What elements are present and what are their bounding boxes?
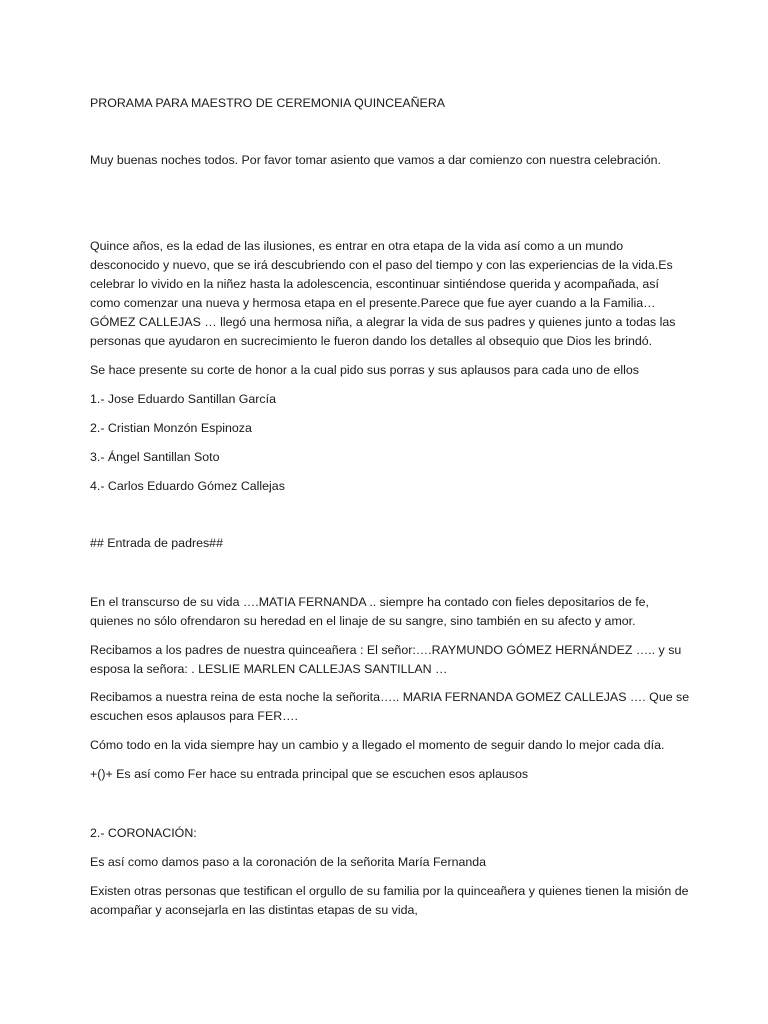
section-heading-coronation: 2.- CORONACIÓN:	[90, 826, 197, 840]
court-list-item: 4.- Carlos Eduardo Gómez Callejas	[90, 479, 285, 493]
court-intro-paragraph: Se hace presente su corte de honor a la cual pido sus porras y sus aplausos para cada uno de ellos	[90, 363, 639, 377]
intro-paragraph: Quince años, es la edad de las ilusiones, es entrar en otra etapa de la vida así como a un mundo desconocido y nuevo, que se irá descubriendo con el paso del tiempo y con las experiencias de la vida.Es celebrar lo vivido en la niñez hasta la adolescencia, escontinuar sintiéndose querida y acompañada, así como comenzar una nueva y hermosa etapa en el presente.Parece que fue ayer cuando a la Familia… GÓMEZ CALLEJAS … llegó una hermosa niña, a alegrar la vida de sus padres y quienes junto a todas las personas que ayudaron en sucrecimiento le fueron dando los detalles al obsequio que Dios les brindó.	[90, 239, 676, 348]
court-list-item: 3.- Ángel Santillan Soto	[90, 450, 220, 464]
parents-paragraph: En el transcurso de su vida ….MATIA FERNANDA .. siempre ha contado con fieles depositarios de fe, quienes no sólo ofrendaron su heredad en el linaje de su sangre, sino también en su afecto y amor.	[90, 595, 649, 628]
change-paragraph: Cómo todo en la vida siempre hay un cambio y a llegado el momento de seguir dando lo mejor cada día.	[90, 738, 665, 752]
court-list-item: 1.- Jose Eduardo Santillan García	[90, 392, 276, 406]
entrance-paragraph: +()+ Es así como Fer hace su entrada principal que se escuchen esos aplausos	[90, 767, 529, 781]
pride-paragraph: Existen otras personas que testifican el orgullo de su familia por la quinceañera y quienes tienen la misión de acompañar y aconsejarla en las distintas etapas de su vida,	[90, 884, 689, 917]
court-list-item: 2.- Cristian Monzón Espinoza	[90, 421, 252, 435]
section-heading-parents: ## Entrada de padres##	[90, 536, 223, 550]
parents-welcome-paragraph: Recibamos a los padres de nuestra quinceañera : El señor:….RAYMUNDO GÓMEZ HERNÁNDEZ ….. y su esposa la señora: . LESLIE MARLEN CALLEJAS SANTILLAN …	[90, 643, 682, 676]
coronation-paragraph: Es así como damos paso a la coronación de la señorita María Fernanda	[90, 855, 487, 869]
queen-welcome-paragraph: Recibamos a nuestra reina de esta noche la señorita….. MARIA FERNANDA GOMEZ CALLEJAS …. Que se escuchen esos aplausos para FER….	[90, 690, 690, 723]
greeting-paragraph: Muy buenas noches todos. Por favor tomar asiento que vamos a dar comienzo con nuestra celebración.	[90, 153, 661, 167]
document-title: PRORAMA PARA MAESTRO DE CEREMONIA QUINCEAÑERA	[90, 96, 446, 110]
